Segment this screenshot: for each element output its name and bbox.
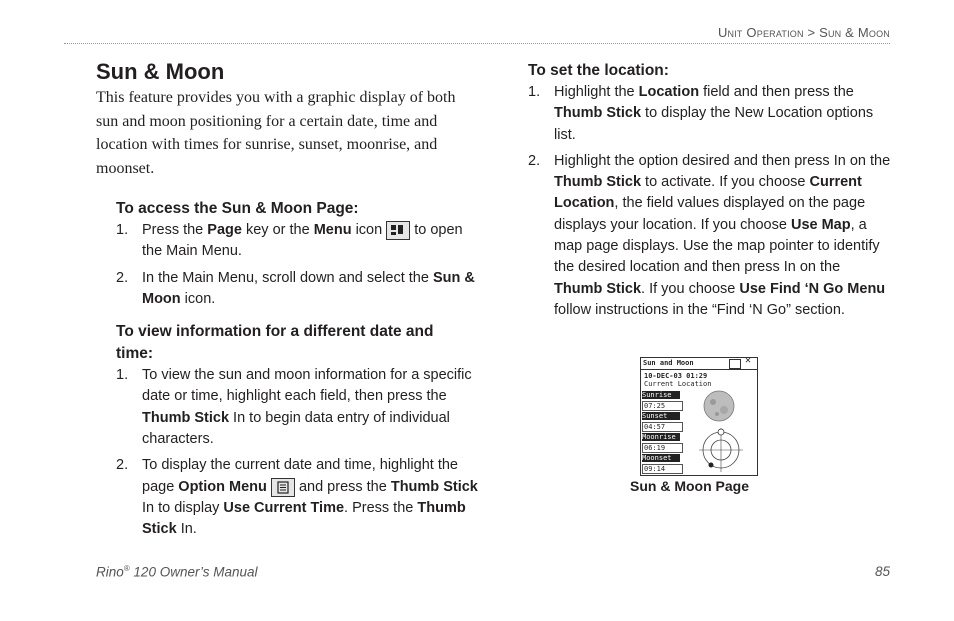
moon-and-orbit-graphic (699, 388, 755, 474)
location-step-2: 2. Highlight the option desired and then press In on the Thumb Stick to activate. If you choose Current Location, the field values displayed on the page displays your location. If you choose Use Map, a map page displays. Use the map pointer to identify the desired location and then press In on the Thumb Stick. If you choose Use Find ‘N Go Menu follow instructions in the “Find ‘N Go” section. (528, 152, 891, 318)
device-menu-icon (729, 359, 741, 369)
right-column (528, 60, 892, 321)
access-step-2: 2. In the Main Menu, scroll down and select the Sun & Moon icon. (116, 269, 475, 307)
intro-paragraph: This feature provides you with a graphic display of both sun and moon positioning for a certain date, time and location with times for sunrise, sunset, moonrise, and moonset. (96, 89, 456, 177)
location-step-1: 1. Highlight the Location field and then press the Thumb Stick to display the New Location options list. (528, 84, 874, 143)
location-heading: To set the location: (528, 62, 669, 79)
option-menu-icon (271, 478, 295, 497)
orbit-icon (699, 428, 743, 472)
access-step-1: 1. Press the Page key or the Menu icon to open the Main Menu. (116, 222, 463, 260)
access-section (116, 198, 480, 541)
left-column (96, 58, 480, 541)
access-heading: To access the Sun & Moon Page: (116, 200, 359, 217)
sun-moon-screenshot: Sun and Moon ✕ 10-DEC-03 01:29 Current Location Sunrise 07:25 Sunset 04:57 Moonrise 06:19 Moonset 09:14 (640, 357, 758, 476)
view-heading: To view information for a different date and time: (116, 323, 434, 363)
view-step-2: 2. To display the current date and time, highlight the page Option Menu and press the Thumb Stick In to display Use Current Time. Press the Thumb Stick In. (116, 457, 478, 538)
location-steps (528, 82, 892, 321)
figure-caption: Sun & Moon Page (630, 478, 749, 494)
access-steps (116, 220, 480, 310)
moon-icon (704, 391, 734, 421)
menu-icon (386, 221, 410, 240)
device-close-icon: ✕ (745, 357, 752, 366)
page-number: 85 (874, 564, 890, 579)
device-title-bar: Sun and Moon ✕ (641, 358, 757, 370)
page-title: Sun & Moon (96, 59, 225, 84)
footer-manual-title: Rino® 120 Owner’s Manual (96, 564, 258, 580)
view-step-1: 1. To view the sun and moon information for a specific date or time, highlight each field, then press the Thumb Stick In to begin data entry of individual characters. (116, 367, 472, 448)
view-steps (116, 365, 480, 540)
header-rule (64, 43, 890, 44)
breadcrumb: Unit Operation > Sun & Moon (717, 25, 890, 40)
